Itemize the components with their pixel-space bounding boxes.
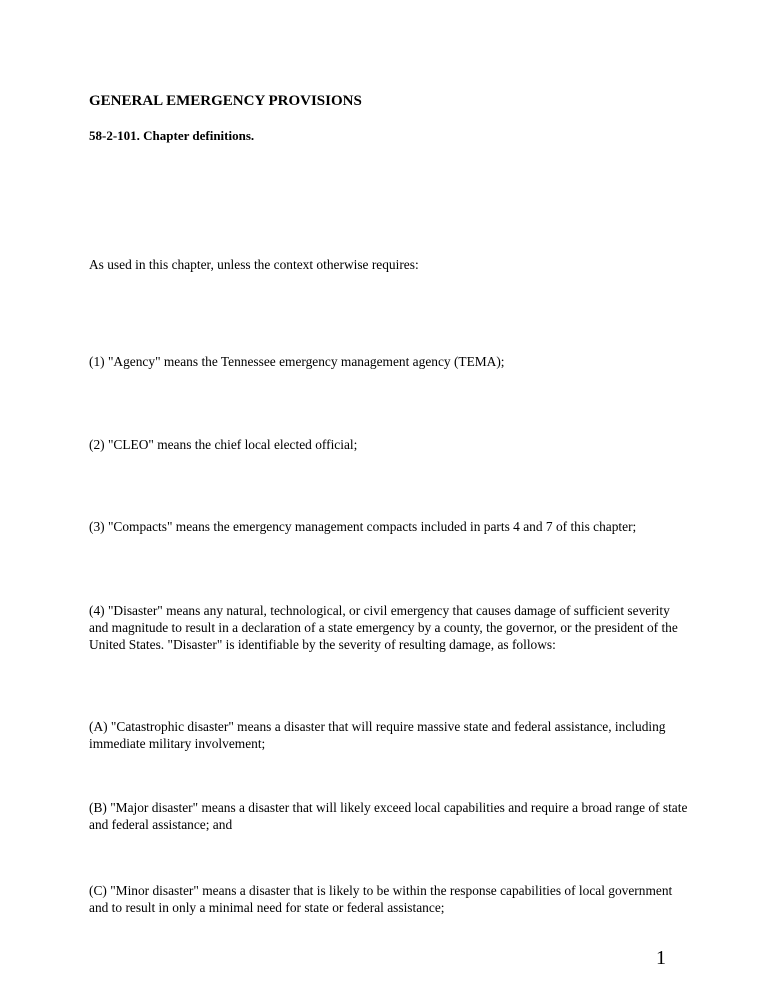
definition-cleo: (2) "CLEO" means the chief local elected official; <box>89 437 358 452</box>
definition-agency: (1) "Agency" means the Tennessee emergency management agency (TEMA); <box>89 354 505 369</box>
definition-minor-disaster: (C) "Minor disaster" means a disaster that is likely to be within the response capabilities of local government and to result in only a minimal need for state or federal assistance; <box>89 883 673 915</box>
definition-catastrophic-disaster: (A) "Catastrophic disaster" means a disaster that will require massive state and federal assistance, including immediate military involvement; <box>89 719 666 751</box>
page-number: 1 <box>656 947 666 969</box>
section-heading: 58-2-101. Chapter definitions. <box>89 128 255 143</box>
definition-compacts: (3) "Compacts" means the emergency management compacts included in parts 4 and 7 of this chapter; <box>89 519 637 534</box>
definition-disaster: (4) "Disaster" means any natural, technological, or civil emergency that causes damage of sufficient severity and magnitude to result in a declaration of a state emergency by a county, the governor, or the president of the United States. "Disaster" is identifiable by the severity of resulting damage, as follows: <box>89 603 678 652</box>
definition-major-disaster: (B) "Major disaster" means a disaster that will likely exceed local capabilities and require a broad range of state and federal assistance; and <box>89 800 688 832</box>
document-title: GENERAL EMERGENCY PROVISIONS <box>89 93 362 109</box>
paragraph-intro: As used in this chapter, unless the context otherwise requires: <box>89 257 419 272</box>
